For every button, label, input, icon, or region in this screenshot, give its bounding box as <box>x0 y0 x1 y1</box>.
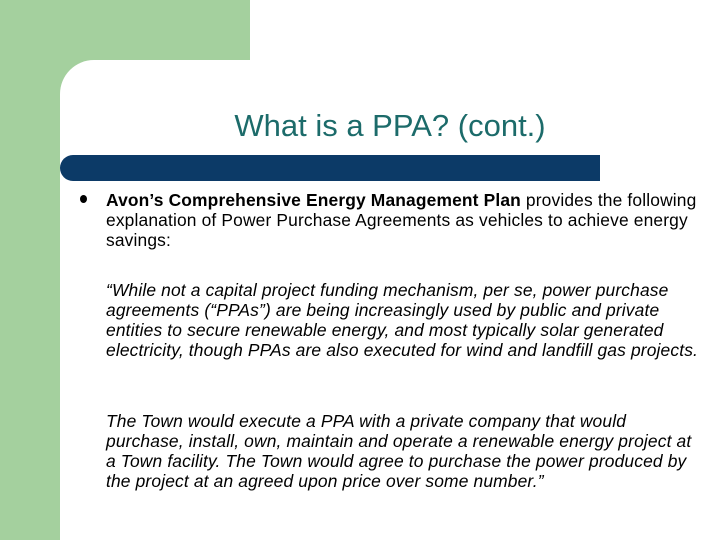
quote-paragraph-1: “While not a capital project funding mechanism, per se, power purchase agreements (“PPAs”) are being increasingly used by public and private entities to secure renewable energy, and most typically solar generated electricity, though PPAs are also executed for wind and landfill gas projects. <box>106 280 699 360</box>
bullet-icon <box>80 195 87 203</box>
slide-title: What is a PPA? (cont.) <box>234 108 546 143</box>
plan-name: Avon’s Comprehensive Energy Management Plan <box>106 190 521 210</box>
background-green-strip <box>0 0 60 540</box>
title-divider-bar <box>60 155 600 181</box>
paragraph-text: provides the following explanation of Power Purchase Agreements as vehicles to achieve energy savings: <box>106 190 697 250</box>
bullet-paragraph <box>106 190 706 250</box>
quote-paragraph-2: The Town would execute a PPA with a private company that would purchase, install, own, maintain and operate a renewable energy project at a Town facility. The Town would agree to purchase the power produced by the project at an agreed upon price over some number.” <box>106 411 692 491</box>
